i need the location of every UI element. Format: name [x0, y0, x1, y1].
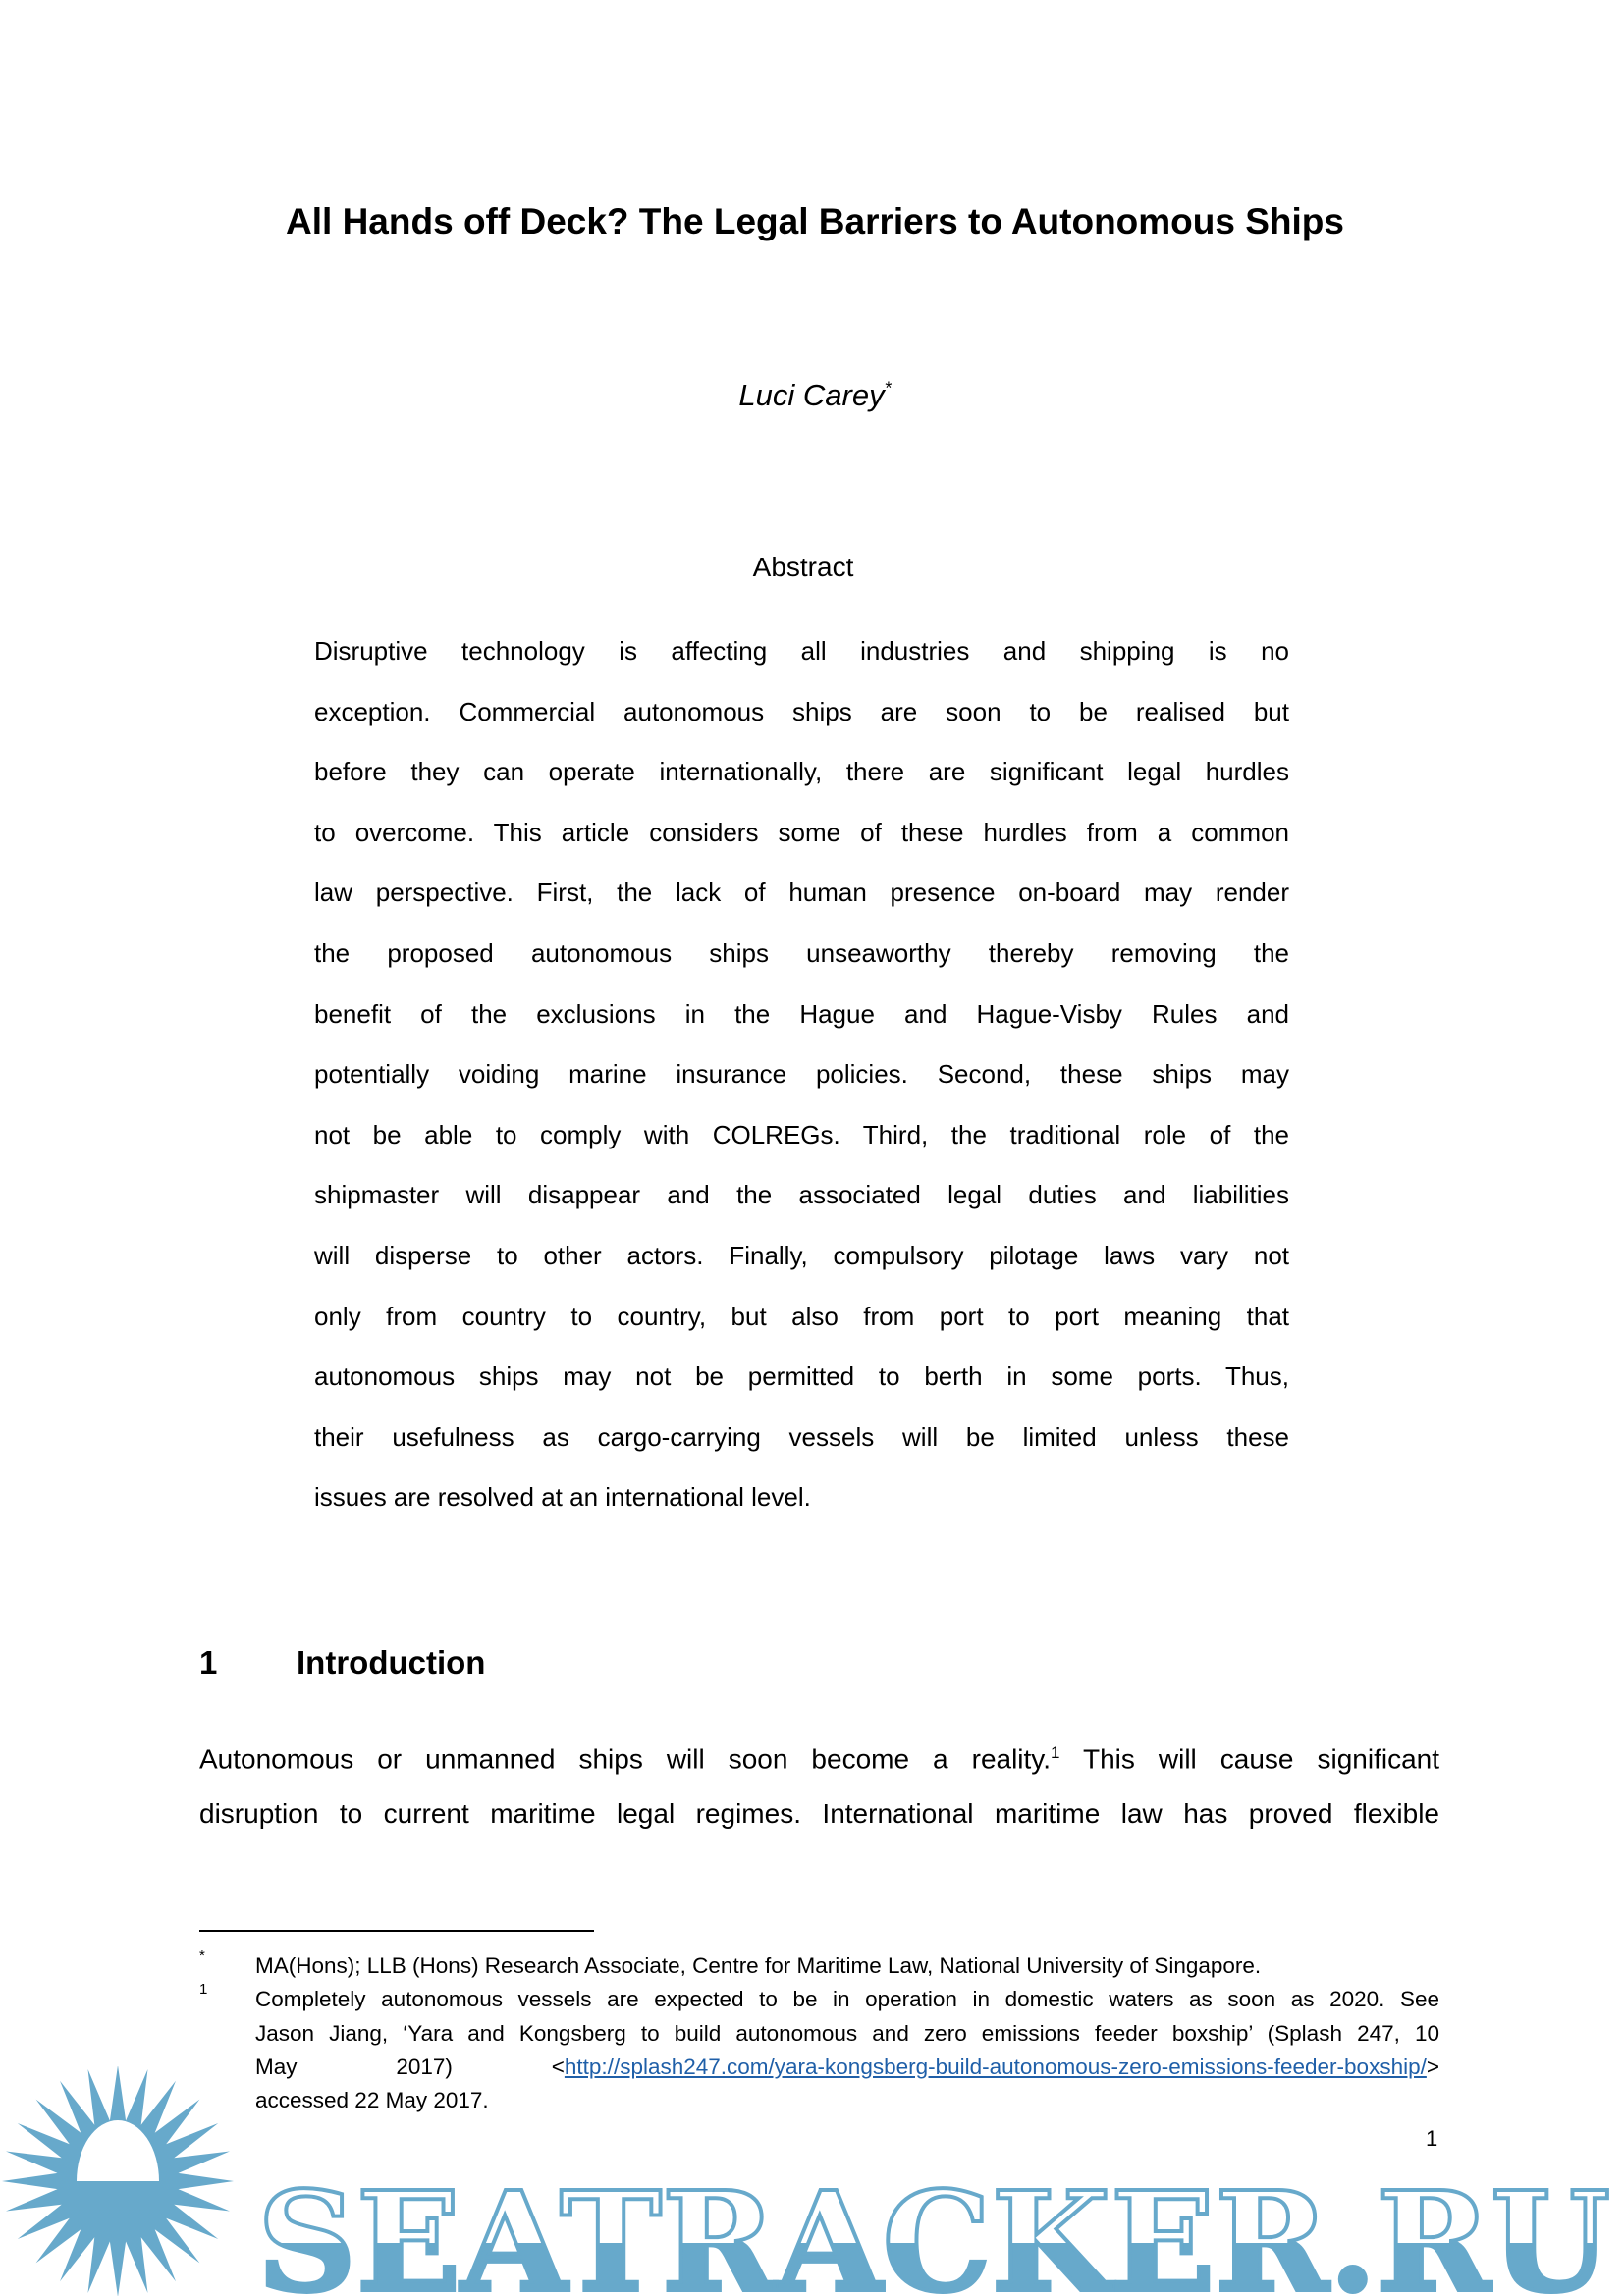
abstract-line: autonomous ships may not be permitted to berth in some ports. Thus, — [314, 1362, 1289, 1392]
body-line: disruption to current maritime legal regimes. International maritime law has proved flexible — [199, 1797, 1439, 1829]
page-number: 1 — [1426, 2126, 1438, 2151]
abstract-line: benefit of the exclusions in the Hague and Hague-Visby Rules and — [314, 998, 1289, 1029]
footnote-ref[interactable]: 1 — [1051, 1743, 1060, 1762]
section-heading — [199, 1644, 485, 1682]
author — [0, 378, 1624, 413]
watermark-logo — [0, 2066, 1624, 2296]
abstract-body — [314, 630, 1289, 1537]
paper-title: All Hands off Deck? The Legal Barriers to Autonomous Ships — [286, 201, 1344, 241]
body-text-span: This will cause significant — [1059, 1743, 1439, 1775]
abstract-line: shipmaster will disappear and the associated legal duties and liabilities — [314, 1180, 1289, 1210]
abstract-line: exception. Commercial autonomous ships are soon to be realised but — [314, 696, 1289, 726]
abstract-line: will disperse to other actors. Finally, compulsory pilotage laws vary not — [314, 1240, 1289, 1270]
abstract-line: issues are resolved at an international level. — [314, 1482, 811, 1513]
author-name: Luci Carey — [738, 378, 885, 412]
footnote-separator — [199, 1930, 594, 1932]
author-footnote-mark: * — [884, 378, 892, 399]
section-number: 1 — [199, 1644, 218, 1681]
footnote-author — [199, 1948, 1439, 1985]
footnote-mark: * — [199, 1948, 205, 1964]
body-text — [199, 1733, 1439, 1853]
abstract-line: before they can operate internationally, there are significant legal hurdles — [314, 757, 1289, 787]
abstract-line: law perspective. First, the lack of human presence on-board may render — [314, 878, 1289, 908]
abstract-line: their usefulness as cargo-carrying vessels will be limited unless these — [314, 1421, 1289, 1452]
footnote-url-link[interactable]: http://splash247.com/yara-kongsberg-build-autonomous-zero-emissions-feeder-boxship/ — [564, 2054, 1427, 2079]
footnote-line: accessed 22 May 2017. — [255, 2088, 489, 2113]
abstract-line: not be able to comply with COLREGs. Third, the traditional role of the — [314, 1119, 1289, 1149]
abstract-line: Disruptive technology is affecting all industries and shipping is no — [314, 636, 1289, 666]
sun-icon — [2, 2066, 234, 2296]
footnote-line: MA(Hons); LLB (Hons) Research Associate, Centre for Maritime Law, National University of Singapore. — [255, 1953, 1262, 1978]
abstract-line: the proposed autonomous ships unseaworthy thereby removing the — [314, 937, 1289, 968]
footnote-text: May 2017) < — [255, 2054, 565, 2079]
abstract-heading: Abstract — [752, 552, 854, 582]
abstract-line: potentially voiding marine insurance policies. Second, these ships may — [314, 1059, 1289, 1090]
footnote-text: > — [1426, 2054, 1439, 2079]
footnote-mark: 1 — [199, 1981, 208, 1999]
section-title: Introduction — [297, 1644, 486, 1681]
watermark-text: SEATRACKER.RU — [257, 2163, 1610, 2296]
abstract-line: only from country to country, but also from port to port meaning that — [314, 1301, 1289, 1331]
footnote-line: Completely autonomous vessels are expected to be in operation in domestic waters as soon as 2020. See — [255, 1987, 1439, 2012]
body-text-span: Autonomous or unmanned ships will soon become a reality. — [199, 1743, 1052, 1775]
abstract-line: to overcome. This article considers some of these hurdles from a common — [314, 817, 1289, 847]
footnote-line: Jason Jiang, ‘Yara and Kongsberg to build autonomous and zero emissions feeder boxship’ (Splash 247, 10 — [255, 2020, 1439, 2046]
body-line — [199, 1733, 1439, 1793]
